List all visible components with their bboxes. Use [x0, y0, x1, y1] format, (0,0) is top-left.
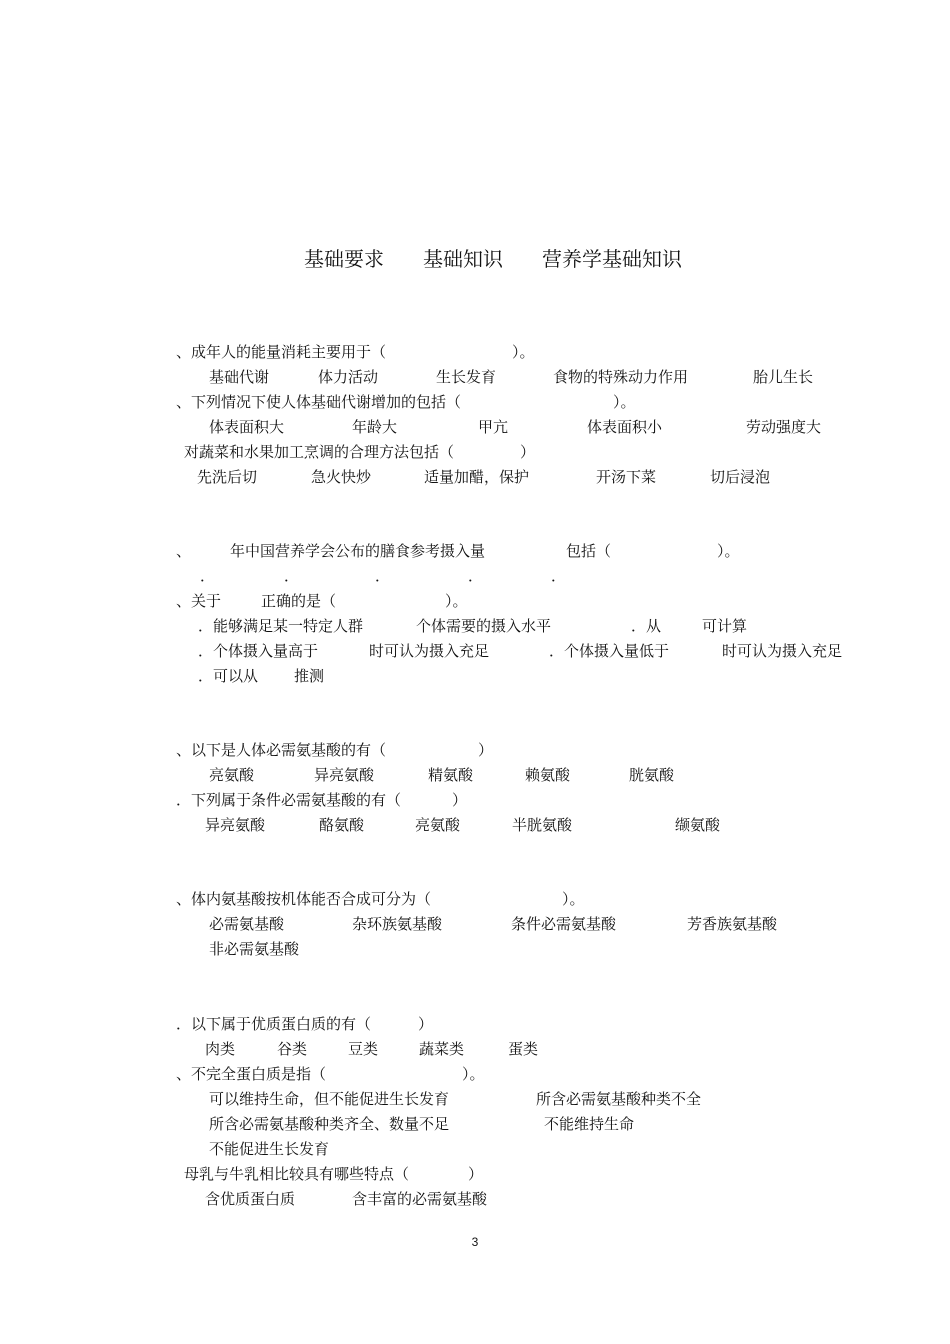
question-2-option: 体表面积小 — [587, 418, 663, 436]
question-3-stem: 对蔬菜和水果加工烹调的合理方法包括（ — [184, 443, 455, 461]
question-2-option: 体表面积大 — [209, 418, 285, 436]
question-9-option: 蔬菜类 — [419, 1040, 465, 1058]
question-10-option: 不能促进生长发育 — [209, 1140, 330, 1158]
question-5-option: 个体需要的摄入水平 — [416, 617, 552, 635]
question-6-option: 赖氨酸 — [525, 766, 571, 784]
question-8-close: ）。 — [562, 890, 585, 908]
question-10-close: ）。 — [462, 1065, 485, 1083]
question-5-option: 时可认为摄入充足 — [722, 642, 843, 660]
question-6-close: ） — [478, 741, 494, 759]
question-7-option: 酪氨酸 — [319, 816, 365, 834]
question-2-option: 甲亢 — [478, 418, 509, 436]
question-5-stem: 、关于 — [176, 592, 222, 610]
question-11-option: 含优质蛋白质 — [205, 1190, 296, 1208]
question-4-close: ）。 — [717, 542, 740, 560]
question-7-option: 亮氨酸 — [415, 816, 461, 834]
question-11-close: ） — [468, 1165, 484, 1183]
question-10-option: 所含必需氨基酸种类不全 — [536, 1090, 702, 1108]
question-1-option: 生长发育 — [436, 368, 497, 386]
question-5-option: 时可认为摄入充足 — [369, 642, 490, 660]
question-4-option-dot: ． — [284, 567, 300, 585]
question-7-close: ） — [452, 791, 468, 809]
question-7-option: 半胱氨酸 — [512, 816, 573, 834]
page-number: 3 — [471, 1235, 479, 1249]
question-10-option: 不能维持生命 — [544, 1115, 635, 1133]
question-11-option: 含丰富的必需氨基酸 — [352, 1190, 488, 1208]
question-7-option: 缬氨酸 — [675, 816, 721, 834]
question-6-stem: 、以下是人体必需氨基酸的有（ — [176, 741, 387, 759]
question-4-stem: 年中国营养学会公布的膳食参考摄入量 — [230, 542, 486, 560]
question-1-option: 食物的特殊动力作用 — [553, 368, 689, 386]
question-8-option: 杂环族氨基酸 — [352, 915, 443, 933]
question-6-option: 亮氨酸 — [209, 766, 255, 784]
question-1-option: 胎儿生长 — [753, 368, 814, 386]
question-6-option: 精氨酸 — [428, 766, 474, 784]
question-4-option-dot: ． — [200, 567, 216, 585]
question-9-option: 谷类 — [277, 1040, 308, 1058]
question-7-option: 异亮氨酸 — [205, 816, 266, 834]
question-6-option: 异亮氨酸 — [314, 766, 375, 784]
question-2-option: 年龄大 — [352, 418, 398, 436]
question-5-option: ．个体摄入量高于 — [198, 642, 319, 660]
question-8-stem: 、体内氨基酸按机体能否合成可分为（ — [176, 890, 432, 908]
question-5-option: ．个体摄入量低于 — [549, 642, 670, 660]
question-1-close: ）。 — [512, 343, 535, 361]
question-3-option: 开汤下菜 — [596, 468, 657, 486]
question-9-stem: ．以下属于优质蛋白质的有（ — [176, 1015, 372, 1033]
page-title-part-1: 基础要求 — [304, 247, 384, 271]
question-3-option: 适量加醋，保护 — [424, 468, 530, 486]
question-8-option: 必需氨基酸 — [209, 915, 285, 933]
question-9-option: 蛋类 — [508, 1040, 539, 1058]
question-11-stem: 母乳与牛乳相比较具有哪些特点（ — [184, 1165, 410, 1183]
question-2-option: 劳动强度大 — [746, 418, 822, 436]
question-4-prefix: 、 — [176, 542, 192, 560]
question-2-stem: 、下列情况下使人体基础代谢增加的包括（ — [176, 393, 462, 411]
question-2-close: ）。 — [613, 393, 636, 411]
question-3-option: 先洗后切 — [197, 468, 258, 486]
question-10-option: 可以维持生命，但不能促进生长发育 — [209, 1090, 450, 1108]
question-7-stem: ．下列属于条件必需氨基酸的有（ — [176, 791, 402, 809]
question-1-option: 基础代谢 — [209, 368, 270, 386]
question-4-option-dot: ． — [375, 567, 391, 585]
question-6-option: 胱氨酸 — [629, 766, 675, 784]
question-4-mid: 包括（ — [566, 542, 612, 560]
question-10-option: 所含必需氨基酸种类齐全、数量不足 — [209, 1115, 450, 1133]
question-4-option-dot: ． — [468, 567, 484, 585]
question-8-option: 条件必需氨基酸 — [511, 915, 617, 933]
page-title-part-3: 营养学基础知识 — [542, 247, 682, 271]
question-4-option-dot: ． — [551, 567, 567, 585]
question-3-option: 急火快炒 — [311, 468, 372, 486]
question-9-option: 豆类 — [348, 1040, 379, 1058]
question-8-option: 芳香族氨基酸 — [687, 915, 778, 933]
question-10-stem: 、不完全蛋白质是指（ — [176, 1065, 327, 1083]
question-5-option: 推测 — [294, 667, 325, 685]
question-9-option: 肉类 — [205, 1040, 236, 1058]
question-5-option: 可计算 — [702, 617, 748, 635]
question-1-option: 体力活动 — [318, 368, 379, 386]
question-5-option: ．能够满足某一特定人群 — [198, 617, 364, 635]
question-3-option: 切后浸泡 — [710, 468, 771, 486]
question-5-close: ）。 — [445, 592, 468, 610]
question-1-stem: 、成年人的能量消耗主要用于（ — [176, 343, 387, 361]
question-5-option: ．可以从 — [198, 667, 259, 685]
question-5-option: ．从 — [631, 617, 662, 635]
question-9-close: ） — [418, 1015, 434, 1033]
page-title-part-2: 基础知识 — [423, 247, 503, 271]
question-3-close: ） — [520, 443, 536, 461]
question-8-option: 非必需氨基酸 — [209, 940, 300, 958]
question-5-stem-2: 正确的是（ — [261, 592, 337, 610]
